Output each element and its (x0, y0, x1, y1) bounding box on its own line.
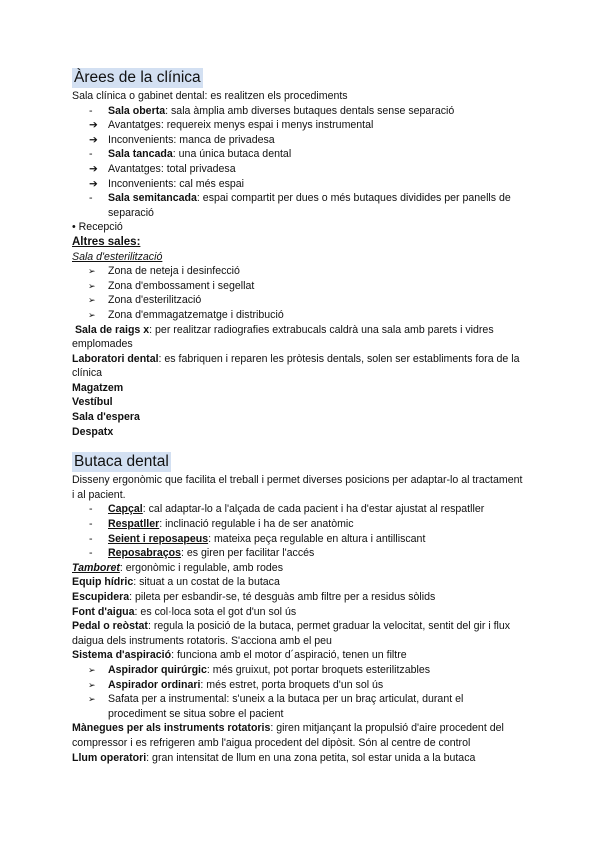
aspiradors-list (72, 663, 524, 721)
list-item: ➔ Avantatges: requereix menys espai i menys instrumental (89, 119, 374, 132)
other-room: Sala d'espera (72, 411, 140, 424)
list-item: ➢ Safata per a instrumental: s'uneix a la butaca per un braç articulat, durant el procediment se situa sobre el pacient (88, 693, 464, 720)
list-item: ➢ Aspirador quirúrgic: més gruixut, pot portar broquets esterilitzables (88, 663, 431, 676)
list-item: ➔ Inconvenients: manca de privadesa (89, 133, 275, 146)
arrow-bullet-icon: ➔ (89, 119, 98, 132)
dash-bullet: - (89, 503, 93, 516)
paragraph: Laboratori dental: es fabriquen i reparen les pròtesis dentals, solen ser establiments fora de la clínica (72, 352, 520, 380)
document-content (72, 68, 524, 765)
arrow-bullet-icon: ➔ (89, 133, 98, 146)
paragraph: Sala clínica o gabinet dental: es realitzen els procediments (72, 90, 348, 102)
list-item: ➢ Zona d'esterilització (88, 294, 202, 307)
paragraph: Escupidera: pileta per esbandir-se, té desguàs amb filtre per a residus sòlids (72, 591, 436, 603)
list-item: ➢ Zona d'emmagatzematge i distribució (88, 308, 284, 321)
paragraph: Equip hídric: situat a un costat de la butaca (72, 576, 280, 589)
paragraph: Mànegues per als instruments rotatoris: giren mitjançant la propulsió d'aire procedent del compressor i es refrigeren amb l'aigua procedent del dipòsit. Són al centre de control (72, 722, 504, 749)
dash-bullet: - (89, 532, 93, 545)
other-room: Magatzem (72, 381, 124, 394)
triangle-bullet-icon: ➢ (88, 664, 96, 675)
other-room: Vestíbul (72, 396, 113, 409)
dash-bullet: - (89, 547, 93, 560)
paragraph: Pedal o reòstat: regula la posició de la butaca, permet graduar la velocitat, sentit del gir i flux daigua dels instruments rotatoris. S'acciona amb el peu (72, 620, 511, 647)
other-room: Despatx (72, 425, 114, 438)
dash-bullet: - (89, 104, 93, 117)
list-item: - Sala semitancada: espai compartit per dues o més butaques dividides per panells de separació (89, 192, 511, 219)
list-item: - Respatller: inclinació regulable i ha de ser anatòmic (89, 518, 354, 531)
triangle-bullet-icon: ➢ (88, 309, 96, 320)
triangle-bullet-icon: ➢ (88, 266, 96, 277)
triangle-bullet-icon: ➢ (88, 694, 96, 705)
recepcio-item: • Recepció (72, 221, 123, 234)
triangle-bullet-icon: ➢ (88, 679, 96, 690)
list-item: ➔ Avantatges: total privadesa (89, 162, 236, 175)
list-item: - Reposabraços: es giren per facilitar l'accés (89, 547, 315, 560)
list-item: ➢ Zona d'embossament i segellat (88, 279, 255, 292)
paragraph: Sistema d'aspiració: funciona amb el motor d´aspiració, tenen un filtre (72, 649, 407, 662)
list-item: ➢ Zona de neteja i desinfecció (88, 265, 240, 278)
dash-bullet: - (89, 148, 93, 161)
list-item: - Capçal: cal adaptar-lo a l'alçada de cada pacient i ha d'estar ajustat al respatller (89, 503, 485, 516)
paragraph: Disseny ergonòmic que facilita el treball i permet diverses posicions per adaptar-lo al tractament i al pacient. (72, 474, 523, 501)
arrow-bullet-icon: ➔ (89, 162, 98, 175)
paragraph: Tamboret: ergonòmic i regulable, amb rodes (72, 561, 283, 574)
section-title-butaca: Butaca dental (74, 453, 169, 471)
list-item: - Seient i reposapeus: mateixa peça regulable en altura i antilliscant (89, 532, 426, 545)
list-item: ➔ Inconvenients: cal més espai (89, 177, 245, 190)
esterilitzacio-heading: Sala d'esterilització (72, 250, 163, 263)
triangle-bullet-icon: ➢ (88, 280, 96, 291)
paragraph: Font d'aigua: es col·loca sota el got d'un sol ús (72, 605, 297, 618)
section-title-arees: Àrees de la clínica (74, 69, 201, 86)
list-item: - Sala tancada: una única butaca dental (89, 148, 292, 161)
altres-sales-heading: Altres sales: (72, 235, 141, 248)
esterilitzacio-list (72, 264, 524, 322)
dash-bullet: - (89, 192, 93, 205)
dash-bullet: - (89, 518, 93, 531)
paragraph: Llum operatori: gran intensitat de llum en una zona petita, sol estar unida a la butaca (72, 751, 476, 764)
paragraph: Sala de raigs x: per realitzar radiografies extrabucals caldrà una sala amb parets i vidres emplomades (72, 323, 494, 351)
list-item: ➢ Aspirador ordinari: més estret, porta broquets d'un sol ús (88, 678, 384, 691)
sala-list (72, 104, 524, 221)
butaca-parts-list (72, 502, 524, 560)
triangle-bullet-icon: ➢ (88, 295, 96, 306)
list-item: - Sala oberta: sala àmplia amb diverses butaques dentals sense separació (89, 104, 455, 117)
arrow-bullet-icon: ➔ (89, 177, 98, 190)
